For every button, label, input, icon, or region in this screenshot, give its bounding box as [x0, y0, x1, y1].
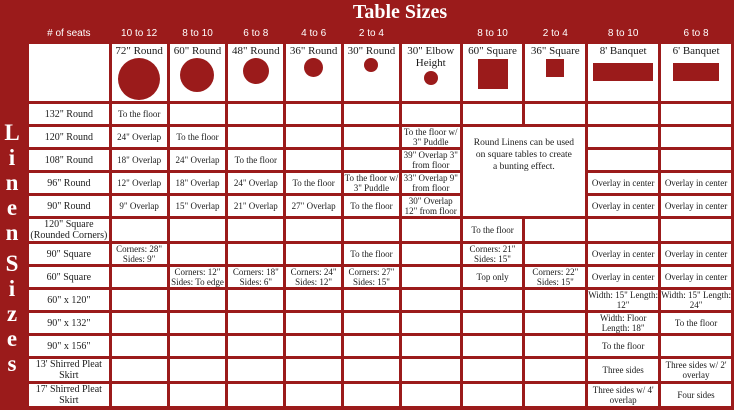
table-cell	[344, 359, 399, 381]
table-cell: 18" Overlap	[112, 150, 167, 170]
table-row	[29, 359, 731, 381]
round-table-icon	[364, 58, 378, 72]
corner-cell	[29, 44, 109, 101]
table-cell: 27" Overlap	[286, 196, 341, 216]
banquet-table-icon	[593, 63, 653, 81]
table-cell: Corners: 28" Sides: 9"	[112, 244, 167, 264]
table-cell	[228, 359, 283, 381]
table-cell	[661, 219, 731, 241]
table-cell	[402, 336, 460, 356]
round-table-icon	[243, 58, 269, 84]
table-cell: Four sides	[661, 384, 731, 406]
linen-size-label: 17' Shirred Pleat Skirt	[29, 384, 109, 406]
table-size-label: 30" Elbow Height	[407, 45, 455, 69]
table-cell	[286, 150, 341, 170]
table-cell: Top only	[463, 267, 523, 287]
table-shape-header	[344, 44, 399, 101]
table-cell	[286, 359, 341, 381]
side-label-letter: e	[6, 195, 18, 220]
table-cell	[463, 359, 523, 381]
table-cell: 39" Overlap 3" from floor	[403, 150, 458, 170]
table-row	[29, 313, 731, 333]
table-shape-header	[402, 44, 460, 101]
table-cell	[344, 384, 399, 406]
table-cell	[402, 104, 460, 124]
seats-count: 2 to 4	[358, 28, 384, 39]
table-cell	[286, 290, 341, 310]
linen-size-table	[26, 24, 734, 409]
table-cell	[170, 313, 226, 333]
table-row	[29, 219, 731, 241]
table-cell: Corners: 18" Sides: 6"	[228, 267, 283, 287]
table-cell: Three sides	[588, 359, 658, 381]
table-cell: To the floor	[344, 244, 399, 264]
table-cell: To the floor w/ 3" Puddle	[402, 127, 460, 147]
table-cell	[170, 336, 226, 356]
table-cell	[588, 219, 658, 241]
table-cell	[112, 359, 167, 381]
table-cell: 15" Overlap	[170, 196, 226, 216]
side-label-letter: n	[5, 170, 19, 195]
side-label-letter: i	[8, 276, 16, 301]
side-label-letter: L	[4, 120, 20, 145]
table-cell: 24" Overlap	[112, 127, 167, 147]
table-cell: 24" Overlap	[170, 150, 226, 170]
linen-size-label: 90" x 132"	[29, 313, 109, 333]
table-cell: To the floor	[588, 336, 658, 356]
table-cell	[286, 244, 341, 264]
table-shape-header	[661, 44, 731, 101]
table-cell	[344, 127, 399, 147]
linen-size-label: 90" Square	[29, 244, 109, 264]
seats-count: 6 to 8	[243, 28, 269, 39]
linen-size-label: 96" Round	[29, 173, 109, 193]
table-cell	[170, 219, 226, 241]
linen-size-label: 132" Round	[29, 104, 109, 124]
table-cell: Overlay in center	[588, 267, 658, 287]
table-shape-header	[463, 44, 523, 101]
table-row	[29, 104, 731, 124]
table-cell	[286, 384, 341, 406]
round-table-icon	[424, 71, 438, 85]
table-size-label: 36" Square	[530, 45, 580, 57]
table-cell	[661, 127, 731, 147]
table-cell: 21" Overlap	[228, 196, 283, 216]
table-cell	[588, 127, 658, 147]
table-cell	[402, 384, 460, 406]
side-label	[0, 120, 24, 376]
table-row	[29, 150, 731, 170]
table-cell: To the floor	[463, 219, 523, 241]
table-cell	[661, 150, 731, 170]
side-label-letter: S	[5, 251, 19, 276]
table-cell	[228, 104, 283, 124]
table-cell	[402, 267, 460, 287]
square-table-icon	[478, 59, 508, 89]
linen-size-label: 120" Round	[29, 127, 109, 147]
table-cell	[402, 313, 460, 333]
table-cell	[525, 244, 585, 264]
side-label-letter: i	[8, 145, 16, 170]
table-cell: Overlay in center	[588, 196, 658, 216]
table-cell: Corners: 22" Sides: 15"	[525, 267, 585, 287]
seats-count: 8 to 10	[607, 28, 639, 39]
table-cell	[228, 313, 283, 333]
table-cell	[463, 313, 523, 333]
table-cell: Width: 15" Length: 24"	[661, 290, 731, 310]
table-cell	[170, 290, 226, 310]
table-cell: Width: 15" Length: 12"	[588, 290, 659, 310]
linen-size-label: 13' Shirred Pleat Skirt	[29, 359, 109, 381]
linen-size-label: 90" x 156"	[29, 336, 109, 356]
table-cell	[112, 290, 167, 310]
table-size-label: 36" Round	[289, 45, 338, 57]
seats-count: 10 to 12	[121, 28, 158, 39]
table-row	[29, 267, 731, 287]
table-cell	[228, 127, 283, 147]
table-cell	[112, 313, 167, 333]
table-cell	[525, 384, 585, 406]
table-cell	[525, 290, 585, 310]
table-cell: Overlay in center	[661, 173, 731, 193]
round-table-icon	[180, 58, 214, 92]
table-cell: Overlay in center	[661, 267, 731, 287]
table-size-label: 48" Round	[232, 45, 280, 57]
table-cell	[661, 104, 731, 124]
table-cell	[228, 219, 283, 241]
table-cell	[112, 336, 167, 356]
table-cell: To the floor	[661, 313, 731, 333]
table-cell	[286, 127, 341, 147]
table-row	[29, 173, 731, 193]
table-cell	[344, 219, 399, 241]
round-linen-note: Round Linens can be used on square tables to create a bunting effect.	[463, 127, 586, 216]
table-cell	[170, 244, 226, 264]
table-cell: 33" Overlap 9" from floor	[403, 173, 458, 193]
seats-count: 6 to 8	[683, 28, 709, 39]
table-cell	[344, 313, 399, 333]
table-size-label: 8' Banquet	[599, 45, 647, 57]
round-table-icon	[118, 58, 160, 100]
seats-count: 2 to 4	[542, 28, 568, 39]
table-cell: 24" Overlap	[228, 173, 283, 193]
table-cell: 12" Overlap	[112, 173, 167, 193]
table-row	[29, 196, 731, 216]
table-cell	[228, 244, 283, 264]
table-cell	[588, 150, 658, 170]
table-size-label: 6' Banquet	[672, 45, 720, 57]
side-label-letter: z	[6, 301, 18, 326]
table-cell	[170, 104, 226, 124]
table-shape-header	[112, 44, 167, 101]
table-cell: Three sides w/ 4' overlap	[588, 384, 658, 406]
table-cell	[661, 336, 731, 356]
seats-header: # of seats	[47, 28, 91, 39]
table-shape-header	[525, 44, 585, 101]
table-shape-header	[286, 44, 341, 101]
table-cell	[402, 359, 460, 381]
table-cell: Overlay in center	[661, 196, 731, 216]
table-cell	[402, 219, 460, 241]
table-cell	[525, 336, 585, 356]
table-cell: Corners: 27" Sides: 15"	[344, 267, 399, 287]
table-cell	[286, 104, 341, 124]
linen-size-label: 90" Round	[29, 196, 109, 216]
table-cell	[170, 384, 226, 406]
table-cell: Corners: 21" Sides: 15"	[463, 244, 523, 264]
table-cell: 30" Overlap 12" from floor	[402, 196, 460, 216]
linen-size-label: 60" Square	[29, 267, 109, 287]
table-cell	[525, 219, 585, 241]
linen-size-label: 60" x 120"	[29, 290, 109, 310]
table-shape-header	[588, 44, 658, 101]
side-label-letter: n	[5, 220, 19, 245]
table-cell: Three sides w/ 2' overlay	[661, 359, 731, 381]
table-shape-header	[228, 44, 283, 101]
table-size-label: 60" Square	[468, 45, 517, 57]
linen-size-label: 120" Square (Rounded Corners)	[30, 219, 108, 241]
table-cell: Corners: 24" Sides: 12"	[286, 267, 341, 287]
table-size-label: 60" Round	[173, 45, 222, 57]
table-cell: Overlay in center	[661, 244, 731, 264]
table-cell	[112, 267, 167, 287]
table-cell	[286, 336, 341, 356]
table-cell: Overlay in center	[588, 173, 658, 193]
table-cell	[344, 336, 399, 356]
table-cell	[344, 150, 399, 170]
table-cell	[525, 313, 585, 333]
side-label-letter: s	[7, 351, 17, 376]
table-cell	[170, 359, 226, 381]
table-cell	[525, 104, 585, 124]
table-cell	[286, 313, 341, 333]
table-cell	[463, 336, 523, 356]
table-cell	[463, 290, 523, 310]
seats-count: 4 to 6	[301, 28, 327, 39]
table-cell	[402, 290, 460, 310]
table-cell: 18" Overlap	[170, 173, 226, 193]
seats-count	[402, 27, 460, 41]
table-cell	[228, 336, 283, 356]
table-cell	[112, 384, 167, 406]
table-row	[29, 127, 731, 147]
table-cell: To the floor	[112, 104, 167, 124]
table-row	[29, 290, 731, 310]
table-row	[29, 384, 731, 406]
table-cell: To the floor	[286, 173, 341, 193]
table-cell	[463, 104, 523, 124]
table-cell	[463, 384, 523, 406]
table-cell: Corners: 12" Sides: To edge	[171, 267, 224, 287]
table-cell: 9" Overlap	[112, 196, 167, 216]
table-shape-header	[170, 44, 226, 101]
square-table-icon	[546, 59, 564, 77]
table-cell	[344, 104, 399, 124]
table-row	[29, 244, 731, 264]
table-cell: Width: Floor Length: 18"	[588, 313, 658, 333]
table-cell	[228, 290, 283, 310]
table-cell	[344, 290, 399, 310]
table-size-label: 72" Round	[115, 45, 163, 57]
table-row	[29, 336, 731, 356]
seats-count: 8 to 10	[477, 28, 508, 39]
table-cell	[228, 384, 283, 406]
table-cell	[525, 359, 585, 381]
table-cell: Overlay in center	[588, 244, 658, 264]
table-cell: To the floor	[228, 150, 283, 170]
seats-count: 8 to 10	[182, 28, 213, 39]
table-cell: To the floor	[344, 196, 399, 216]
banquet-table-icon	[673, 63, 719, 81]
round-table-icon	[304, 58, 323, 77]
linen-size-label: 108" Round	[29, 150, 109, 170]
table-cell	[286, 219, 341, 241]
page-title: Table Sizes	[352, 1, 448, 23]
table-cell	[402, 244, 460, 264]
table-cell: To the floor	[170, 127, 226, 147]
side-label-letter: e	[6, 326, 18, 351]
table-cell	[588, 104, 658, 124]
table-size-label: 30" Round	[347, 45, 396, 57]
table-cell: To the floor w/ 3" Puddle	[344, 173, 399, 193]
table-cell	[112, 219, 167, 241]
